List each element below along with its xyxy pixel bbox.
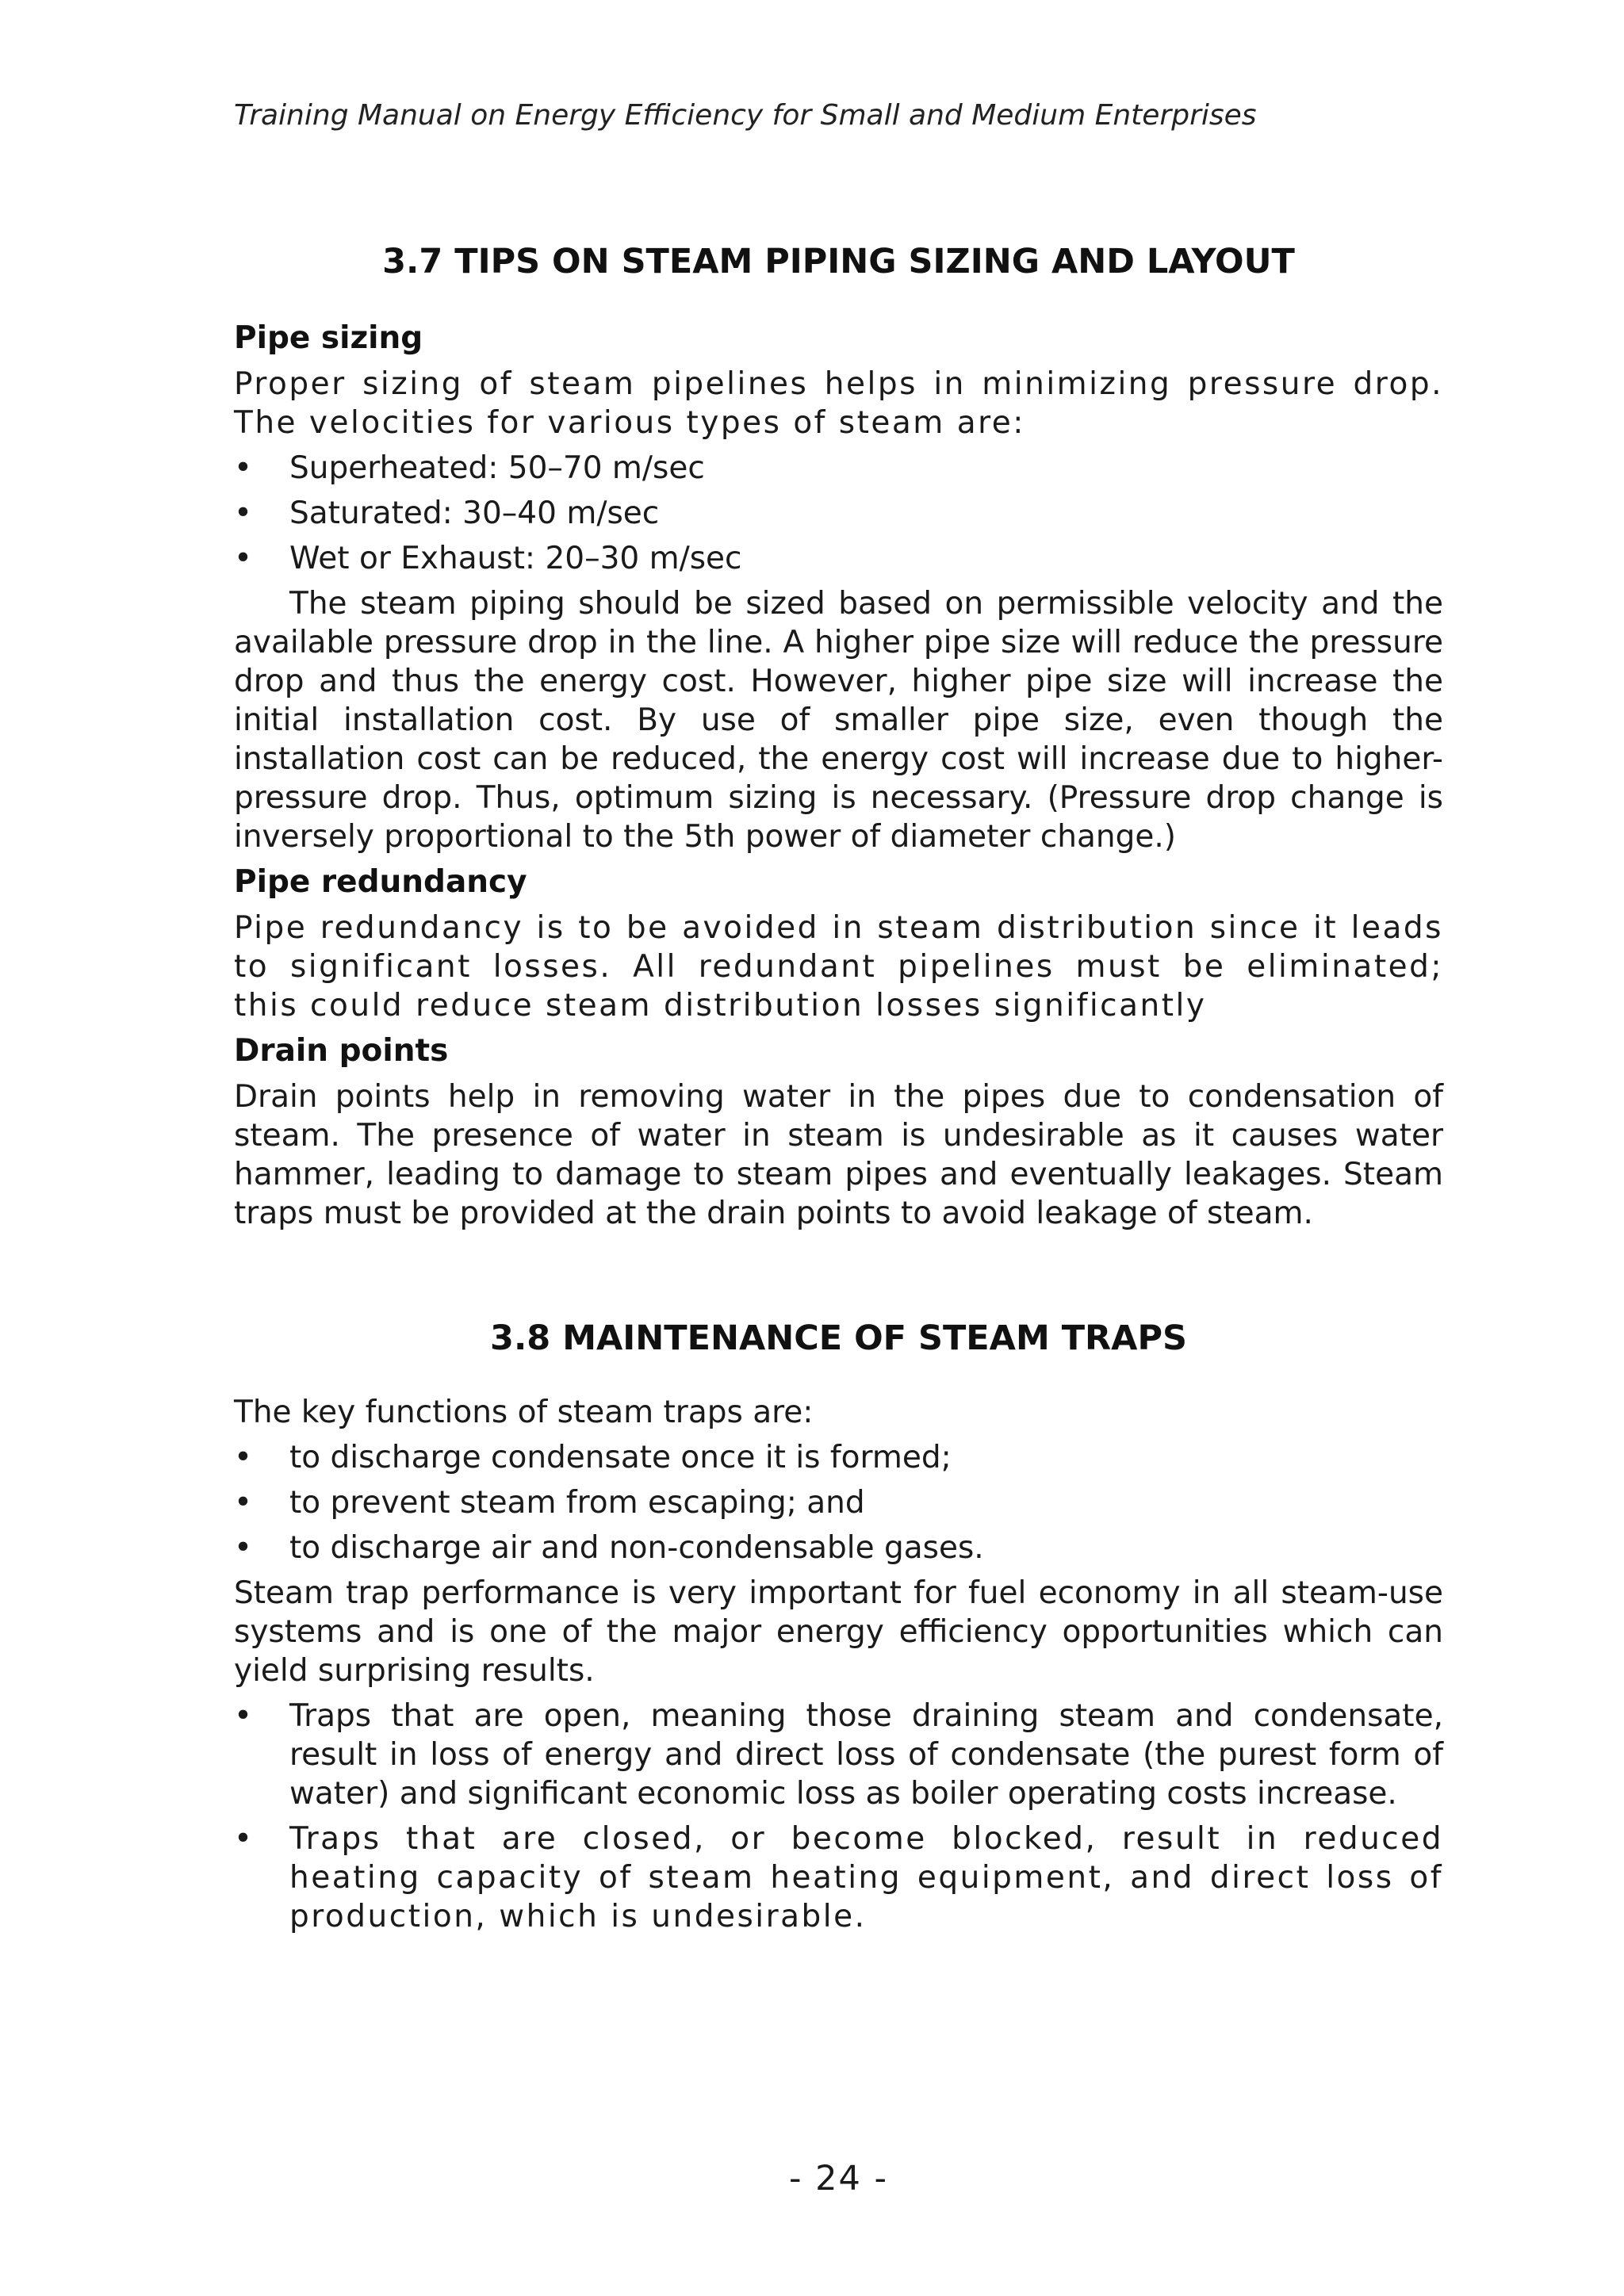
list-item-text: to prevent steam from escaping; and bbox=[289, 1485, 865, 1521]
list-item bbox=[234, 1697, 1443, 1813]
steam-traps-intro: The key functions of steam traps are: bbox=[234, 1395, 814, 1430]
bullet-icon: • bbox=[234, 1821, 255, 1857]
list-item-text: Saturated: 30–40 m/sec bbox=[289, 496, 660, 531]
steam-trap-functions-list bbox=[234, 1438, 1443, 1567]
list-item bbox=[234, 494, 1443, 533]
document-page bbox=[234, 0, 1443, 2296]
list-item-text: to discharge condensate once it is formed; bbox=[289, 1440, 952, 1475]
pipe-redundancy-body: Pipe redundancy is to be avoided in steam distribution since it leads to significant losses. All redundant pipelines must be eliminated; this could reduce steam distribution losses significantly bbox=[234, 910, 1443, 1024]
subheading-pipe-sizing: Pipe sizing bbox=[234, 320, 423, 356]
subheading-pipe-redundancy: Pipe redundancy bbox=[234, 864, 527, 900]
list-item bbox=[234, 1483, 1443, 1522]
section-3-7-body bbox=[234, 319, 1443, 1239]
pipe-sizing-intro: Proper sizing of steam pipelines helps in minimizing pressure drop. The velocities for various types of steam are: bbox=[234, 366, 1443, 441]
section-title-3-7: 3.7 TIPS ON STEAM PIPING SIZING AND LAYOUT bbox=[382, 242, 1295, 281]
bullet-icon: • bbox=[234, 1698, 253, 1734]
bullet-icon: • bbox=[234, 1440, 253, 1475]
bullet-icon: • bbox=[234, 541, 253, 576]
drain-points-body: Drain points help in removing water in the pipes due to condensation of steam. The presence of water in steam is undesirable as it causes water hammer, leading to damage to steam pipes and eventually leakages. Steam traps must be provided at the drain points to avoid leakage of steam. bbox=[234, 1079, 1443, 1231]
bullet-icon: • bbox=[234, 450, 253, 486]
section-title-3-8: 3.8 MAINTENANCE OF STEAM TRAPS bbox=[490, 1318, 1187, 1358]
pipe-sizing-body: The steam piping should be sized based on permissible velocity and the available pressure drop in the line. A higher pipe size will reduce the pressure drop and thus the energy cost. However, higher pipe size will increase the initial installation cost. By use of smaller pipe size, even though the installation cost can be reduced, the energy cost will increase due to higher-pressure drop. Thus, optimum sizing is necessary. (Pressure drop change is inversely proportional to the 5th power of diameter change.) bbox=[234, 586, 1443, 855]
list-item-text: Traps that are closed, or become blocked, result in reduced heating capacity of steam heating equipment, and direct loss of production, which is undesirable. bbox=[289, 1821, 1443, 1934]
subheading-drain-points: Drain points bbox=[234, 1033, 449, 1069]
list-item-text: to discharge air and non-condensable gases. bbox=[289, 1530, 984, 1566]
bullet-icon: • bbox=[234, 1530, 253, 1566]
bullet-icon: • bbox=[234, 1485, 253, 1521]
steam-velocity-list bbox=[234, 449, 1443, 578]
bullet-icon: • bbox=[234, 496, 253, 531]
steam-trap-performance: Steam trap performance is very important for fuel economy in all steam-use systems and is one of the major energy efficiency opportunities which can yield surprising results. bbox=[234, 1575, 1443, 1689]
page-number: - 24 - bbox=[788, 2159, 889, 2198]
list-item bbox=[234, 449, 1443, 488]
section-3-8-body bbox=[234, 1393, 1443, 1942]
list-item bbox=[234, 1820, 1443, 1936]
list-item bbox=[234, 1438, 1443, 1477]
list-item-text: Wet or Exhaust: 20–30 m/sec bbox=[289, 541, 742, 576]
running-header: Training Manual on Energy Efficiency for Small and Medium Enterprises bbox=[234, 99, 1257, 132]
list-item bbox=[234, 1529, 1443, 1567]
trap-issues-list bbox=[234, 1697, 1443, 1936]
list-item bbox=[234, 539, 1443, 578]
list-item-text: Superheated: 50–70 m/sec bbox=[289, 450, 705, 486]
list-item-text: Traps that are open, meaning those draining steam and condensate, result in loss of energy and direct loss of condensate (the purest form of water) and significant economic loss as boiler operating costs increase. bbox=[289, 1698, 1443, 1812]
